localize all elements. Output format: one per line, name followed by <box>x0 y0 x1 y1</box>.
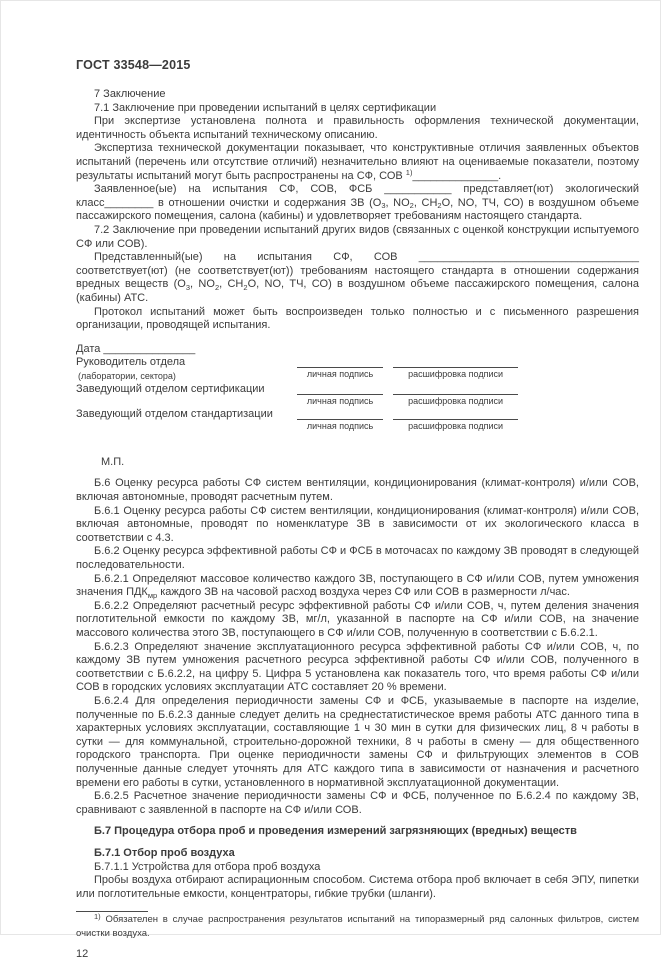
signature-line-columns <box>297 356 518 382</box>
date-label: Дата <box>76 342 101 355</box>
signature-line-caption: личная подпись <box>306 369 374 380</box>
signature-blank-line <box>297 383 383 395</box>
signature-block <box>76 343 518 434</box>
paragraph: Экспертиза технической документации показывает, что конструктивные отличия заявленных объектов испытаний (перечень или отсутствие отличий) незначительно влияют на оцениваемые показатели, поэтому результаты испытаний могут быть распространены на СФ, СОВ $^{1)}$______________. <box>76 142 639 182</box>
signature-transcript-column <box>393 383 518 409</box>
signature-line-caption: расшифровка подписи <box>408 369 504 380</box>
section-b6-b7 <box>76 477 639 901</box>
signature-line-columns <box>297 408 518 434</box>
paragraph: Б.6.1 Оценку ресурса работы СФ систем вентиляции, кондиционирования (климат-контроля) и/или СОВ, включая автономные, проводят по номенклатуре ЗВ в зависимости от их экологического класса в соответствии с 4.3. <box>76 504 639 544</box>
section-heading: Б.7.1 Отбор проб воздуха <box>94 846 235 859</box>
paragraph: Заявленное(ые) на испытания СФ, СОВ, ФСБ ___________ представляет(ют) экологический класс________ в отношении очистки и содержания ЗВ ($О_3$, $NO_2$, $СН_2О$, NO, ТЧ, СО) в воздушном объеме пассажирского помещения, салона (кабины) и удовлетворяет требованиям настоящего стандарта. <box>76 183 640 223</box>
date-row <box>76 343 518 357</box>
date-blank-line: _______________ <box>103 342 196 355</box>
stamp-placeholder: М.П. <box>101 455 125 468</box>
signature-blank-line <box>297 356 383 368</box>
signature-blank-line <box>393 383 518 395</box>
paragraph: Б.6.2 Оценку ресурса эффективной работы СФ и ФСБ в моточасах по каждому ЗВ проводят в следующей последовательности. <box>76 545 639 572</box>
paragraph: Б.6.2.4 Для определения периодичности замены СФ и ФСБ, указываемые в паспорте на изделие, полученные по Б.6.2.3 данные следует делить на среднестатистическое время работы АТС данного типа в характерных условиях эксплуатации, составляющие 1 ч 30 мин в сутки для физических лиц, 8 ч работы в сутки — для коммунальной, строительно-дорожной техники, 8 ч работы в смену — для общественного городского транспорта. При оценке периодичности замены СФ и фильтрующих элементов в СОВ полученные данные следует уточнять для АТС каждого типа в зависимости от назначения и расчетного времени его работы в сутки, установленного в нормативной эксплуатационной документации. <box>76 694 639 789</box>
signature-row <box>76 383 518 409</box>
signature-row <box>76 408 518 434</box>
paragraph: Пробы воздуха отбирают аспирационным способом. Система отбора проб включает в себя ЭПУ, пипетки или поглотительные емкости, концентраторы, гибкие трубки (шланги). <box>76 874 639 900</box>
signature-row <box>76 356 518 383</box>
signature-rows <box>76 356 518 434</box>
signature-line-caption: расшифровка подписи <box>408 395 504 406</box>
paragraph: Б.6.2.5 Расчетное значение периодичности замены СФ и ФСБ, полученное по Б.6.2.4 по каждому ЗВ, сравнивают с заявленной в паспорте на СФ и/или СОВ. <box>76 790 639 816</box>
signature-role-sublabel: (лаборатории, сектора) <box>78 370 176 381</box>
page-number: 12 <box>76 947 89 960</box>
signature-role-label: Руководитель отдела (лаборатории, сектора) <box>76 356 297 383</box>
footnote-separator <box>76 911 148 912</box>
paragraph: Б.6.2.2 Определяют расчетный ресурс эффективной работы СФ и/или СОВ, ч, путем деления значения поглотительной емкости по каждому ЗВ, мг/л, указанной в паспорте на СФ и/или СОВ, на значение массового количества этого ЗВ, поступающего в СФ и/или СОВ, полученную в соответствии с Б.6.2.1. <box>76 599 639 639</box>
signature-role-label: Заведующий отделом сертификации <box>76 382 265 395</box>
paragraph: Представленный(ые) на испытания СФ, СОВ ____________________________________ соответствует(ют) (не соответствует(ют)) требованиям настоящего стандарта в отношении содержания вредных веществ ($О_3$, $NO_2$, $СН_2О$, NO, ТЧ, СО) в воздушном объеме пассажирского помещения, салона (кабины) АТС. <box>76 251 640 304</box>
signature-transcript-column <box>393 356 518 382</box>
paragraph: Б.7.1.1 Устройства для отбора проб воздуха <box>94 860 321 873</box>
paragraph: Б.6.2.1 Определяют массовое количество каждого ЗВ, поступающего в СФ и/или СОВ, путем умножения значения $ПДК_{мр}$ каждого ЗВ на часовой расход воздуха через СФ или СОВ в размерности л/час. <box>76 572 639 600</box>
signature-personal-signature-column <box>297 408 383 434</box>
paragraph: При экспертизе установлена полнота и правильность оформления технической документации, идентичность объекта испытаний техническому описанию. <box>76 115 639 141</box>
section-7-conclusion <box>76 88 639 333</box>
signature-line-caption: расшифровка подписи <box>408 421 504 432</box>
signature-blank-line <box>297 408 383 420</box>
signature-personal-signature-column <box>297 356 383 382</box>
signature-line-columns <box>297 383 518 409</box>
signature-blank-line <box>393 408 518 420</box>
paragraph: 7.2 Заключение при проведении испытаний других видов (связанных с оценкой конструкции испытуемого СФ или СОВ). <box>76 223 639 250</box>
signature-line-caption: личная подпись <box>306 421 374 432</box>
signature-transcript-column <box>393 408 518 434</box>
signature-personal-signature-column <box>297 383 383 409</box>
paragraph: 7 Заключение <box>94 88 166 100</box>
signature-role-label: Заведующий отделом стандартизации <box>76 408 273 421</box>
footnote: $^{1)}$ Обязателен в случае распространения результатов испытаний на типоразмерный ряд салонных фильтров, систем очистки воздуха. <box>76 911 639 940</box>
paragraph: Б.6 Оценку ресурса работы СФ систем вентиляции, кондиционирования (климат-контроля) и/или СОВ, включая автономные, проводят расчетным путем. <box>76 477 639 504</box>
paragraph: Протокол испытаний может быть воспроизведен только полностью и с письменного разрешения организации, проводящей испытания. <box>76 305 639 332</box>
paragraph: 7.1 Заключение при проведении испытаний в целях сертификации <box>94 101 437 114</box>
paragraph: Б.6.2.3 Определяют значение эксплуатационного ресурса эффективной работы СФ и/или СОВ, ч, по каждому ЗВ путем умножения расчетного ресурса эффективной работы СФ и/или СОВ, полученного в соответствии с Б.6.2.2, на цифру 5. Цифра 5 установлена как показатель того, что время работы СФ и/или СОВ в городских условиях эксплуатации АТС составляет 20 % времени. <box>76 640 639 694</box>
signature-blank-line <box>393 356 518 368</box>
document-header: ГОСТ 33548—2015 <box>76 58 191 72</box>
signature-line-caption: личная подпись <box>306 395 374 406</box>
section-heading: Б.7 Процедура отбора проб и проведения измерений загрязняющих (вредных) веществ <box>94 825 577 838</box>
